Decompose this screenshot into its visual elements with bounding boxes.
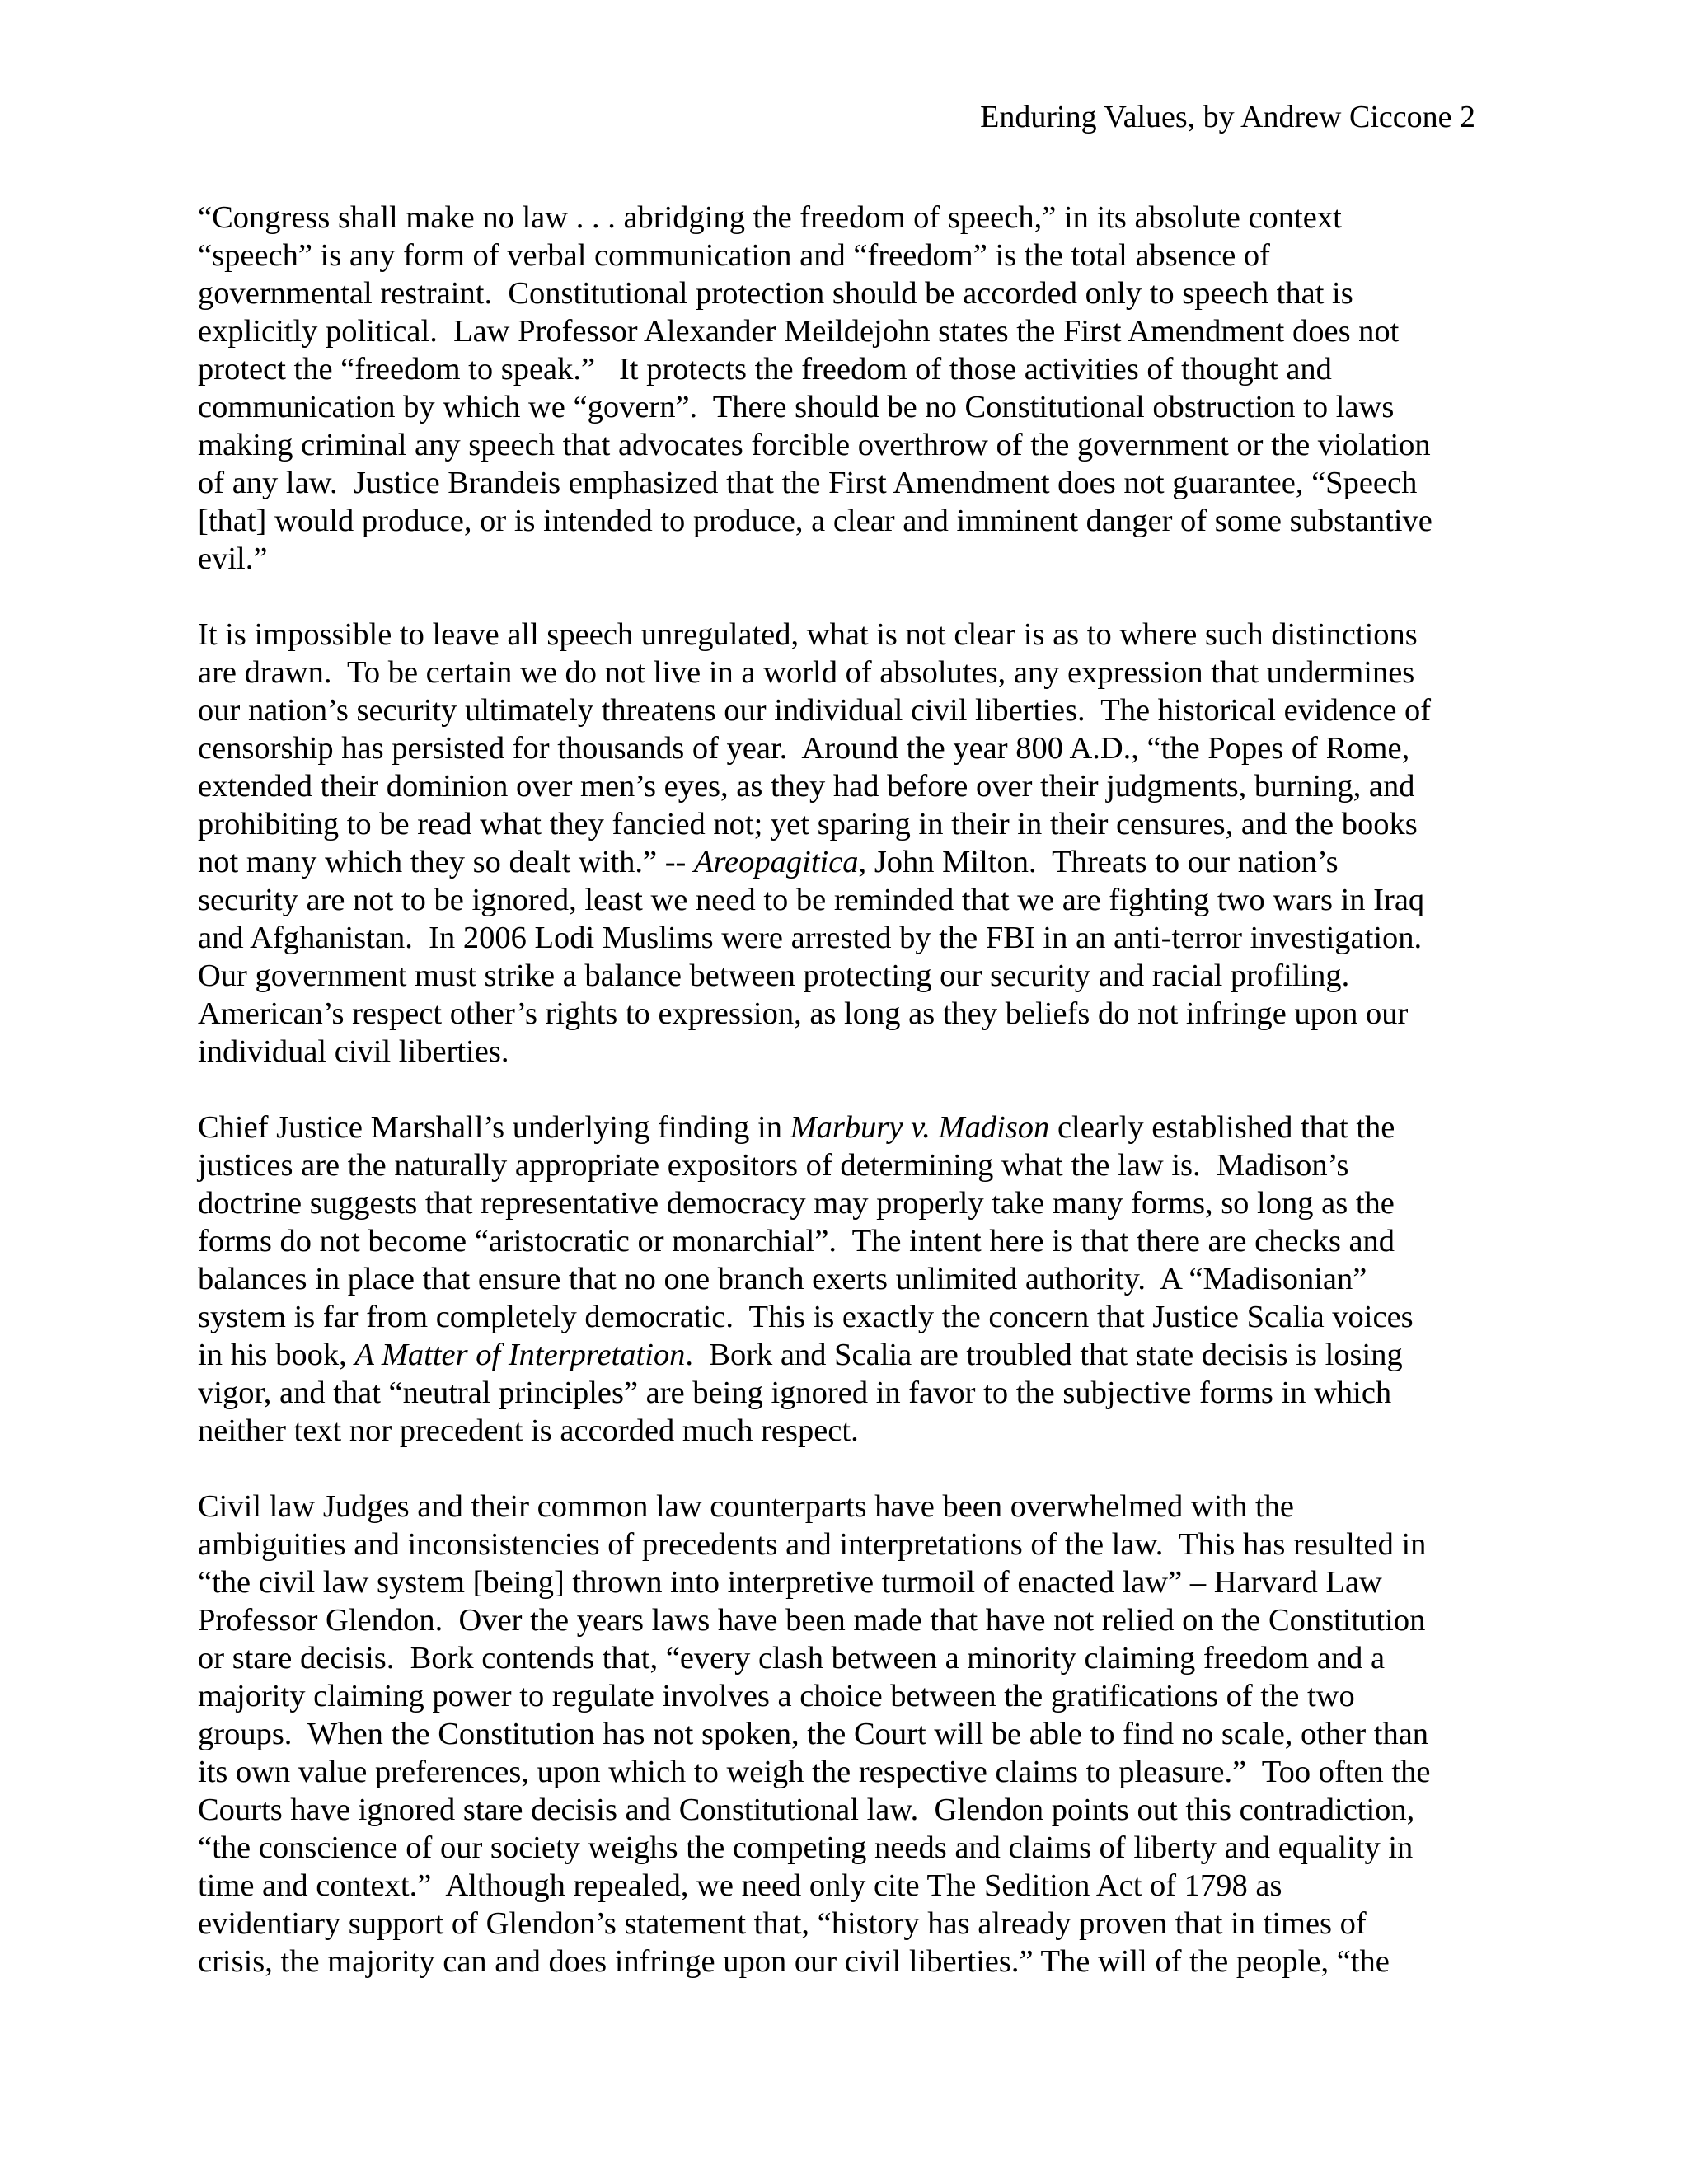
text-run: doctrine suggests that representative democracy may properly take many forms, so long as the xyxy=(198,1186,1395,1221)
text-run: crisis, the majority can and does infringe upon our civil liberties.” The will of the people, “the xyxy=(198,1944,1390,1979)
italic-title: A Matter of Interpretation xyxy=(354,1338,686,1372)
text-run: groups. When the Constitution has not spoken, the Court will be able to find no scale, other than xyxy=(198,1717,1429,1751)
text-run: Civil law Judges and their common law counterparts have been overwhelmed with the xyxy=(198,1489,1295,1524)
text-run: evidentiary support of Glendon’s statement that, “history has already proven that in times of xyxy=(198,1906,1367,1941)
text-run: not many which they so dealt with.” -- xyxy=(198,845,694,879)
text-line xyxy=(198,1526,1517,1563)
document-body xyxy=(198,199,1517,1980)
text-run: individual civil liberties. xyxy=(198,1034,509,1069)
text-run: “speech” is any form of verbal communication and “freedom” is the total absence of xyxy=(198,238,1270,273)
text-line xyxy=(198,1108,1517,1146)
text-line xyxy=(198,1677,1517,1715)
text-line xyxy=(198,350,1517,388)
text-run: governmental restraint. Constitutional protection should be accorded only to speech that is xyxy=(198,276,1353,311)
text-run: time and context.” Although repealed, we need only cite The Sedition Act of 1798 as xyxy=(198,1868,1282,1903)
text-line xyxy=(198,274,1517,312)
text-line xyxy=(198,616,1517,654)
text-line xyxy=(198,881,1517,919)
text-line xyxy=(198,1488,1517,1526)
paragraph xyxy=(198,1108,1517,1450)
text-run: John Milton. Threats to our nation’s xyxy=(866,845,1339,879)
text-run: ambiguities and inconsistencies of precedents and interpretations of the law. This has resulted in xyxy=(198,1527,1427,1562)
text-line xyxy=(198,1298,1517,1336)
text-line xyxy=(198,1791,1517,1829)
text-line xyxy=(198,1753,1517,1791)
text-line xyxy=(198,1715,1517,1753)
text-run: neither text nor precedent is accorded much respect. xyxy=(198,1413,859,1448)
text-run: majority claiming power to regulate involves a choice between the gratifications of the two xyxy=(198,1679,1355,1713)
text-run: are drawn. To be certain we do not live in a world of absolutes, any expression that undermines xyxy=(198,655,1415,690)
text-line xyxy=(198,464,1517,502)
text-line xyxy=(198,919,1517,957)
text-line xyxy=(198,1336,1517,1374)
text-run: [that] would produce, or is intended to produce, a clear and imminent danger of some substantive xyxy=(198,504,1432,538)
text-line xyxy=(198,1943,1517,1980)
text-run: forms do not become “aristocratic or monarchial”. The intent here is that there are checks and xyxy=(198,1224,1395,1258)
text-line xyxy=(198,199,1517,237)
paragraph xyxy=(198,1488,1517,1980)
text-line xyxy=(198,1867,1517,1905)
text-line xyxy=(198,1222,1517,1260)
text-run: communication by which we “govern”. There should be no Constitutional obstruction to laws xyxy=(198,390,1395,424)
text-run: system is far from completely democratic. This is exactly the concern that Justice Scalia voices xyxy=(198,1300,1414,1334)
italic-title: Marbury v. Madison xyxy=(790,1110,1050,1145)
text-run: in his book, xyxy=(198,1338,355,1372)
text-line xyxy=(198,805,1517,843)
paragraph xyxy=(198,616,1517,1071)
text-run: “the civil law system [being] thrown into interpretive turmoil of enacted law” – Harvard Law xyxy=(198,1565,1382,1600)
text-line xyxy=(198,1184,1517,1222)
text-line xyxy=(198,957,1517,995)
text-run: explicitly political. Law Professor Alexander Meildejohn states the First Amendment does not xyxy=(198,314,1400,349)
text-run: or stare decisis. Bork contends that, “every clash between a minority claiming freedom and a xyxy=(198,1641,1386,1675)
text-run: Our government must strike a balance between protecting our security and racial profiling. xyxy=(198,958,1350,993)
text-run: It is impossible to leave all speech unregulated, what is not clear is as to where such distinctions xyxy=(198,617,1418,652)
text-run: making criminal any speech that advocates forcible overthrow of the government or the violation xyxy=(198,428,1431,462)
text-line xyxy=(198,843,1517,881)
text-run: extended their dominion over men’s eyes, as they had before over their judgments, burning, and xyxy=(198,769,1415,804)
text-run: its own value preferences, upon which to weigh the respective claims to pleasure.” Too often the xyxy=(198,1755,1431,1789)
text-line xyxy=(198,767,1517,805)
text-line xyxy=(198,691,1517,729)
text-run: Professor Glendon. Over the years laws have been made that have not relied on the Constitution xyxy=(198,1603,1426,1638)
text-run: protect the “freedom to speak.” It protects the freedom of those activities of thought and xyxy=(198,352,1332,387)
text-run: Chief Justice Marshall’s underlying finding in xyxy=(198,1110,790,1145)
text-line xyxy=(198,540,1517,578)
text-run: “Congress shall make no law . . . abridging the freedom of speech,” in its absolute context xyxy=(198,200,1342,235)
text-run: American’s respect other’s rights to expression, as long as they beliefs do not infringe upon our xyxy=(198,996,1409,1031)
running-header: Enduring Values, by Andrew Ciccone 2 xyxy=(980,100,1475,134)
text-line xyxy=(198,502,1517,540)
text-line xyxy=(198,1412,1517,1450)
text-line xyxy=(198,1639,1517,1677)
text-run: . Bork and Scalia are troubled that state decisis is losing xyxy=(685,1338,1403,1372)
paragraph xyxy=(198,199,1517,578)
text-line xyxy=(198,995,1517,1033)
text-run: censorship has persisted for thousands of year. Around the year 800 A.D., “the Popes of Rome, xyxy=(198,731,1410,766)
text-run: “the conscience of our society weighs the competing needs and claims of liberty and equality in xyxy=(198,1830,1414,1865)
text-run: vigor, and that “neutral principles” are being ignored in favor to the subjective forms in which xyxy=(198,1376,1392,1410)
text-line xyxy=(198,1374,1517,1412)
text-line xyxy=(198,1260,1517,1298)
text-line xyxy=(198,1146,1517,1184)
text-run: our nation’s security ultimately threatens our individual civil liberties. The historical evidence of xyxy=(198,693,1432,728)
text-run: evil.” xyxy=(198,541,268,576)
text-line xyxy=(198,312,1517,350)
text-line xyxy=(198,1905,1517,1943)
text-line xyxy=(198,729,1517,767)
text-line xyxy=(198,388,1517,426)
text-run: justices are the naturally appropriate expositors of determining what the law is. Madison’s xyxy=(198,1148,1349,1183)
text-run: prohibiting to be read what they fancied not; yet sparing in their in their censures, and the books xyxy=(198,807,1418,841)
text-line xyxy=(198,1033,1517,1071)
text-line xyxy=(198,1601,1517,1639)
text-line xyxy=(198,237,1517,274)
italic-title: Areopagitica, xyxy=(693,845,867,879)
text-line xyxy=(198,1829,1517,1867)
text-run: of any law. Justice Brandeis emphasized that the First Amendment does not guarantee, “Speech xyxy=(198,466,1418,500)
text-run: security are not to be ignored, least we need to be reminded that we are fighting two wars in Iraq xyxy=(198,883,1425,917)
text-run: and Afghanistan. In 2006 Lodi Muslims were arrested by the FBI in an anti-terror investigation. xyxy=(198,921,1423,955)
text-line xyxy=(198,426,1517,464)
text-run: balances in place that ensure that no one branch exerts unlimited authority. A “Madisonian” xyxy=(198,1262,1367,1296)
text-run: Courts have ignored stare decisis and Constitutional law. Glendon points out this contradiction, xyxy=(198,1793,1415,1827)
text-run: clearly established that the xyxy=(1049,1110,1395,1145)
text-line xyxy=(198,1563,1517,1601)
text-line xyxy=(198,654,1517,691)
